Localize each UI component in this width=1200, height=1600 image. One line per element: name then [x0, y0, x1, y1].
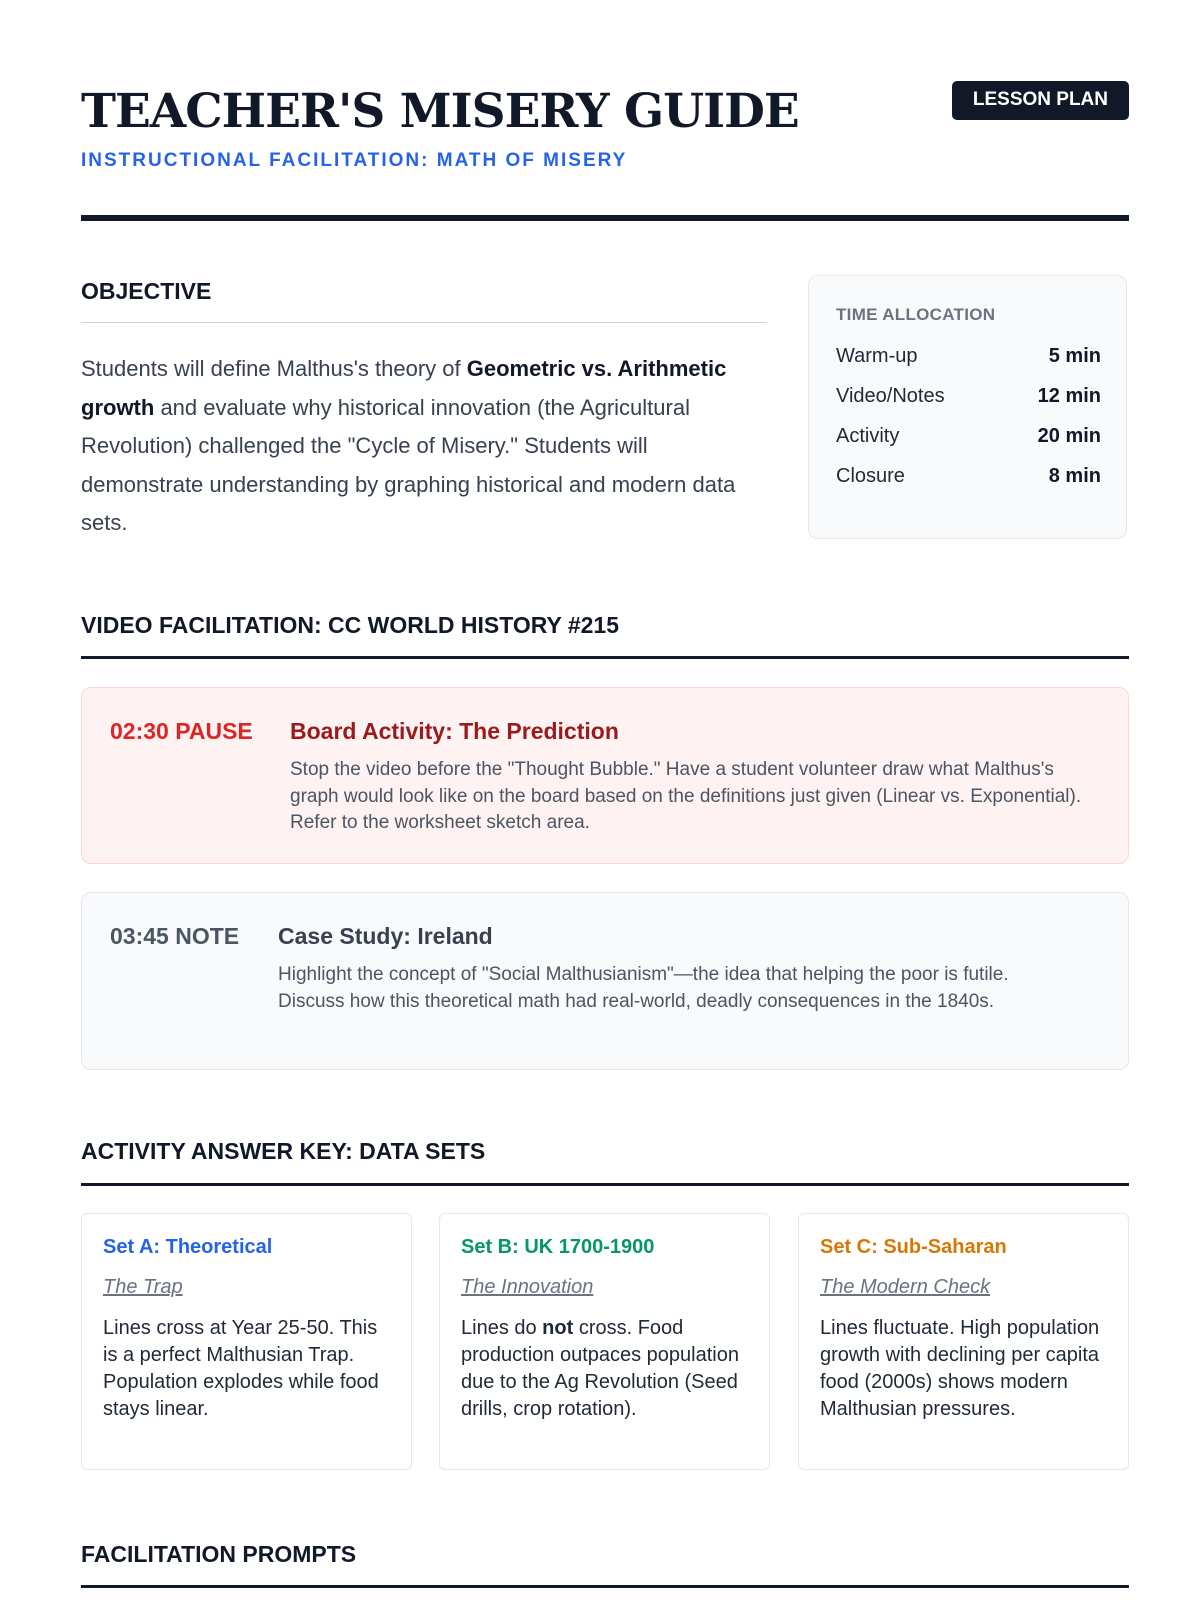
objective-divider — [81, 322, 767, 323]
time-row-warmup — [836, 345, 1101, 371]
facilitation-divider — [81, 1585, 1129, 1588]
set-name: Set C: Sub-Saharan — [820, 1236, 1007, 1258]
note-card-body: Highlight the concept of "Social Malthusianism"—the idea that helping the poor is futile. Discuss how this theoretical math had real-world, deadly consequences in the 1840s. — [278, 964, 1009, 1012]
activity-divider — [81, 1183, 1129, 1186]
header-divider — [81, 215, 1129, 221]
set-body-part1: Lines do — [461, 1317, 543, 1339]
data-set-card-b — [439, 1213, 770, 1470]
pause-card-body: Stop the video before the "Thought Bubble." Have a student volunteer draw what Malthus's graph would look like on the board based on the definitions just given (Linear vs. Exponential). Refer to the worksheet sketch area. — [290, 759, 1082, 833]
time-row-name: Video/Notes — [836, 385, 945, 407]
objective-text-part2: and evaluate why historical innovation (the Agricultural Revolution) challenged the "Cycle of Misery." Students will demonstrate understanding by graphing historical and modern data sets. — [81, 394, 736, 535]
time-row-name: Closure — [836, 465, 905, 487]
set-body-bold: not — [542, 1317, 574, 1339]
time-row-name: Activity — [836, 425, 900, 447]
set-body-part2: cross. Food production outpaces population due to the Ag Revolution (Seed drills, crop rotation). — [461, 1317, 739, 1420]
time-row-value: 8 min — [1048, 465, 1101, 487]
time-row-value: 12 min — [1037, 385, 1101, 407]
set-body: Lines cross at Year 25-50. This is a perfect Malthusian Trap. Population explodes while food stays linear. — [103, 1317, 379, 1420]
video-facilitation-heading: VIDEO FACILITATION: CC WORLD HISTORY #215 — [81, 612, 619, 638]
lesson-plan-badge: LESSON PLAN — [952, 81, 1129, 120]
video-divider — [81, 656, 1129, 659]
time-row-closure — [836, 465, 1101, 491]
objective-text-part1: Students will define Malthus's theory of — [81, 356, 467, 381]
set-subtitle: The Innovation — [461, 1276, 594, 1298]
pause-card-title: Board Activity: The Prediction — [290, 718, 619, 744]
objective-text — [81, 350, 741, 543]
set-body: Lines fluctuate. High population growth with declining per capita food (2000s) shows modern Malthusian pressures. — [820, 1317, 1100, 1420]
note-card — [81, 892, 1129, 1070]
set-subtitle: The Trap — [103, 1276, 183, 1298]
time-row-name: Warm-up — [836, 345, 918, 367]
page-subtitle: INSTRUCTIONAL FACILITATION: MATH OF MISERY — [81, 150, 628, 171]
note-timestamp: 03:45 NOTE — [110, 923, 240, 949]
note-card-title: Case Study: Ireland — [278, 923, 493, 949]
set-name: Set B: UK 1700-1900 — [461, 1236, 655, 1258]
facilitation-prompts-heading: FACILITATION PROMPTS — [81, 1541, 357, 1567]
time-allocation-label: TIME ALLOCATION — [836, 305, 996, 324]
data-set-card-a — [81, 1213, 412, 1470]
activity-answer-key-heading: ACTIVITY ANSWER KEY: DATA SETS — [81, 1138, 486, 1164]
time-row-value: 5 min — [1048, 345, 1101, 367]
time-row-activity — [836, 425, 1101, 451]
objective-text-bold: Geometric vs. Arithmetic growth — [81, 356, 727, 420]
time-allocation-card — [808, 275, 1127, 539]
page-title: TEACHER'S MISERY GUIDE — [81, 84, 799, 139]
page-header — [81, 80, 1129, 220]
objective-heading: OBJECTIVE — [81, 278, 212, 304]
data-set-card-c — [798, 1213, 1129, 1470]
pause-timestamp: 02:30 PAUSE — [110, 718, 253, 744]
set-name: Set A: Theoretical — [103, 1236, 273, 1258]
time-row-video-notes — [836, 385, 1101, 411]
pause-card — [81, 687, 1129, 864]
set-body — [461, 1315, 746, 1423]
time-row-value: 20 min — [1037, 425, 1101, 447]
set-subtitle: The Modern Check — [820, 1276, 991, 1298]
